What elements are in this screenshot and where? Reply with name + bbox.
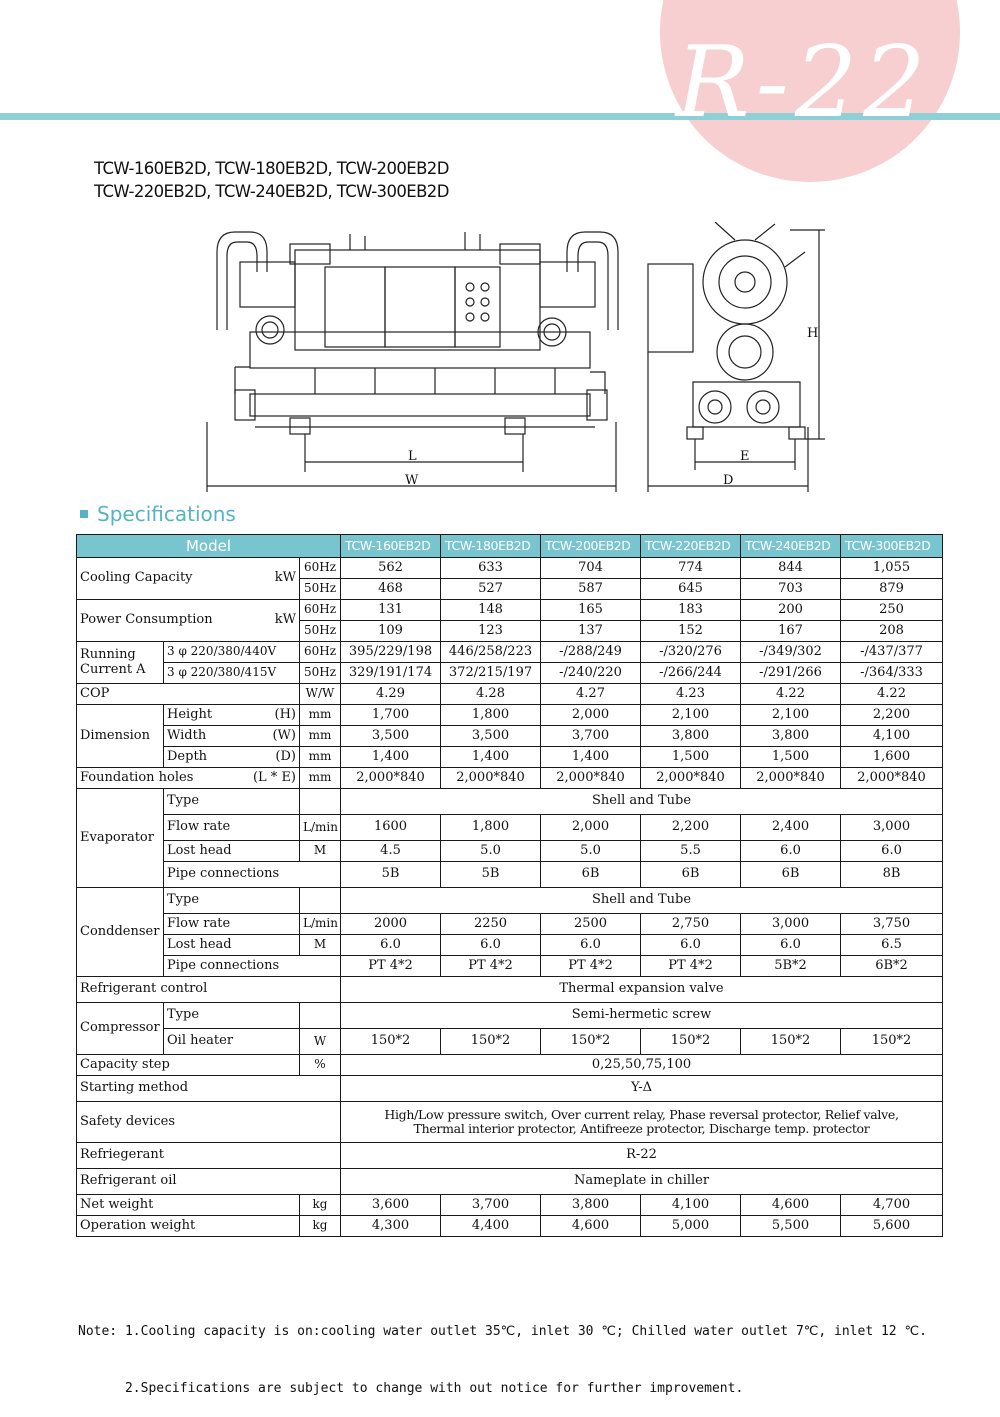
condenser-label: Conddenser [77,888,164,977]
model-col-1: TCW-160EB2D [341,535,441,558]
model-col-5: TCW-240EB2D [741,535,841,558]
table-row: Oil heater W 150*2 150*2 150*2 150*2 150*2 150*2 [77,1029,943,1055]
table-row: Dimension Height (H) mm 1,700 1,800 2,000 2,100 2,100 2,200 [77,705,943,726]
table-row: Lost head M 4.5 5.0 5.0 5.5 6.0 6.0 [77,841,943,862]
model-col-3: TCW-200EB2D [541,535,641,558]
table-row: Safety devices High/Low pressure switch, Over current relay, Phase reversal protector, Relief valve, Thermal interior protector, Antifreeze protector, Discharge temp. protector [77,1102,943,1143]
cop-label: COP [77,684,300,705]
table-row: Lost head M 6.0 6.0 6.0 6.0 6.0 6.5 [77,935,943,956]
dimension-label: Dimension [77,705,164,768]
square-bullet-icon [80,510,88,518]
table-row: Capacity step % 0,25,50,75,100 [77,1055,943,1076]
table-row: Flow rate L/min 2000 2250 2500 2,750 3,000 3,750 [77,914,943,935]
table-row: Conddenser Type Shell and Tube [77,888,943,914]
table-row: Operation weight kg 4,300 4,400 4,600 5,000 5,500 5,600 [77,1216,943,1237]
table-row: Pipe connections PT 4*2 PT 4*2 PT 4*2 PT 4*2 5B*2 6B*2 [77,956,943,977]
footnote [78,1284,927,1417]
table-row: Depth (D) mm 1,400 1,400 1,400 1,500 1,500 1,600 [77,747,943,768]
table-row: Compressor Type Semi-hermetic screw [77,1003,943,1029]
section-title [80,502,236,526]
chiller-drawing [195,222,825,497]
table-row: Foundation holes (L * E) mm 2,000*840 2,000*840 2,000*840 2,000*840 2,000*840 2,000*840 [77,768,943,789]
model-header: Model [77,535,341,558]
model-col-4: TCW-220EB2D [641,535,741,558]
model-list-line-2: TCW-220EB2D, TCW-240EB2D, TCW-300EB2D [94,182,449,201]
footnote-line-1: Note: 1.Cooling capacity is on:cooling water outlet 35℃, inlet 30 ℃; Chilled water outlet 7℃, inlet 12 ℃. [78,1324,927,1339]
foundation-label: Foundation holes (L * E) [77,768,300,789]
table-row: Refrigerant oil Nameplate in chiller [77,1169,943,1195]
model-col-6: TCW-300EB2D [841,535,943,558]
dim-label-D: D [723,473,734,488]
table-row: COP W/W 4.29 4.28 4.27 4.23 4.22 4.22 [77,684,943,705]
power-consumption-label: Power Consumption kW [77,600,300,642]
footnote-line-2: 2.Specifications are subject to change with out notice for further improvement. [78,1381,744,1396]
dim-label-W: W [405,473,419,488]
compressor-label: Compressor [77,1003,164,1055]
dim-label-E: E [740,449,750,464]
section-title-text: Specifications [97,502,236,526]
table-row: Starting method Y-Δ [77,1076,943,1102]
table-row: Power Consumption kW 60Hz 131 148 165 183 200 250 [77,600,943,621]
spec-table [76,534,943,1237]
model-col-2: TCW-180EB2D [441,535,541,558]
table-row: Flow rate L/min 1600 1,800 2,000 2,200 2,400 3,000 [77,815,943,841]
table-row: Pipe connections 5B 5B 6B 6B 6B 8B [77,862,943,888]
model-list-line-1: TCW-160EB2D, TCW-180EB2D, TCW-200EB2D [94,159,449,178]
refrigerant-badge: R-22 [676,26,932,140]
cooling-capacity-label: Cooling Capacity kW [77,558,300,600]
table-row: Evaporator Type Shell and Tube [77,789,943,815]
table-row: 3 φ 220/380/415V 50Hz 329/191/174 372/215/197 -/240/220 -/266/244 -/291/266 -/364/333 [77,663,943,684]
table-row: Width (W) mm 3,500 3,500 3,700 3,800 3,800 4,100 [77,726,943,747]
table-row: Refriegerant R-22 [77,1143,943,1169]
table-row: Refrigerant control Thermal expansion valve [77,977,943,1003]
table-row: 50Hz 468 527 587 645 703 879 [77,579,943,600]
evaporator-label: Evaporator [77,789,164,888]
table-row: Cooling Capacity kW 60Hz 562 633 704 774 844 1,055 [77,558,943,579]
table-header-row [77,535,943,558]
table-row: Net weight kg 3,600 3,700 3,800 4,100 4,600 4,700 [77,1195,943,1216]
running-current-label: Running Current A [77,642,164,684]
table-row: Running Current A 3 φ 220/380/440V 60Hz 395/229/198 446/258/223 -/288/249 -/320/276 -/349/302 -/437/377 [77,642,943,663]
table-row: 50Hz 109 123 137 152 167 208 [77,621,943,642]
model-list [94,157,449,203]
dim-label-H: H [807,326,819,341]
dim-label-L: L [408,449,417,464]
